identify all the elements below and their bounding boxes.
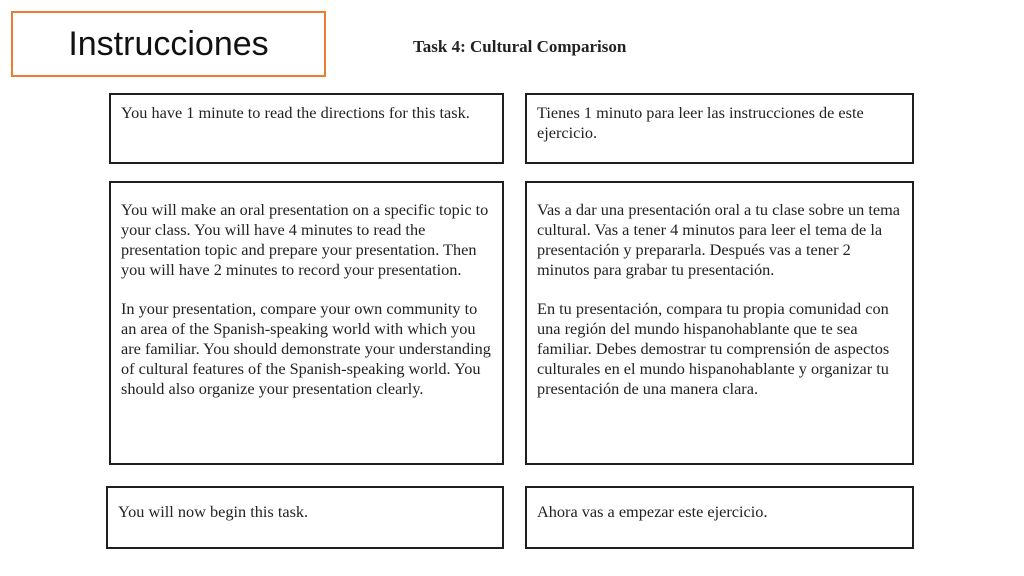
begin-box-english [106, 486, 504, 549]
begin-text-english: You will now begin this task. [118, 502, 309, 521]
intro-text-spanish: Tienes 1 minuto para leer las instrucciones de este ejercicio. [537, 103, 864, 142]
directions-paragraph-english: You will make an oral presentation on a specific topic to your class. You will have 4 minutes to read the presentation topic and prepare your presentation. Then you will have 2 minutes to record your presentation. [121, 200, 489, 279]
directions-paragraph-spanish: En tu presentación, compara tu propia comunidad con una región del mundo hispanohablante que te sea familiar. Debes demostrar tu comprensión de aspectos culturales en el mundo hispanohablante y organizar tu presentación de una manera clara. [537, 299, 890, 398]
intro-box-spanish [525, 93, 914, 164]
intro-box-english [109, 93, 504, 164]
begin-box-spanish [525, 486, 914, 549]
directions-paragraph-english: In your presentation, compare your own community to an area of the Spanish-speaking world with which you are familiar. You should demonstrate your understanding of cultural features of the Spanish-speaking world. You should also organize your presentation clearly. [121, 299, 491, 398]
directions-box-english [109, 181, 504, 465]
directions-box-spanish [525, 181, 914, 465]
begin-text-spanish: Ahora vas a empezar este ejercicio. [537, 502, 768, 521]
task-heading: Task 4: Cultural Comparison [413, 37, 627, 56]
directions-paragraph-spanish: Vas a dar una presentación oral a tu clase sobre un tema cultural. Vas a tener 4 minutos para leer el tema de la presentación y prepararla. Después vas a tener 2 minutos para grabar tu presentación. [537, 200, 901, 279]
intro-text-english: You have 1 minute to read the directions for this task. [121, 103, 470, 122]
slide-title: Instrucciones [11, 11, 326, 77]
